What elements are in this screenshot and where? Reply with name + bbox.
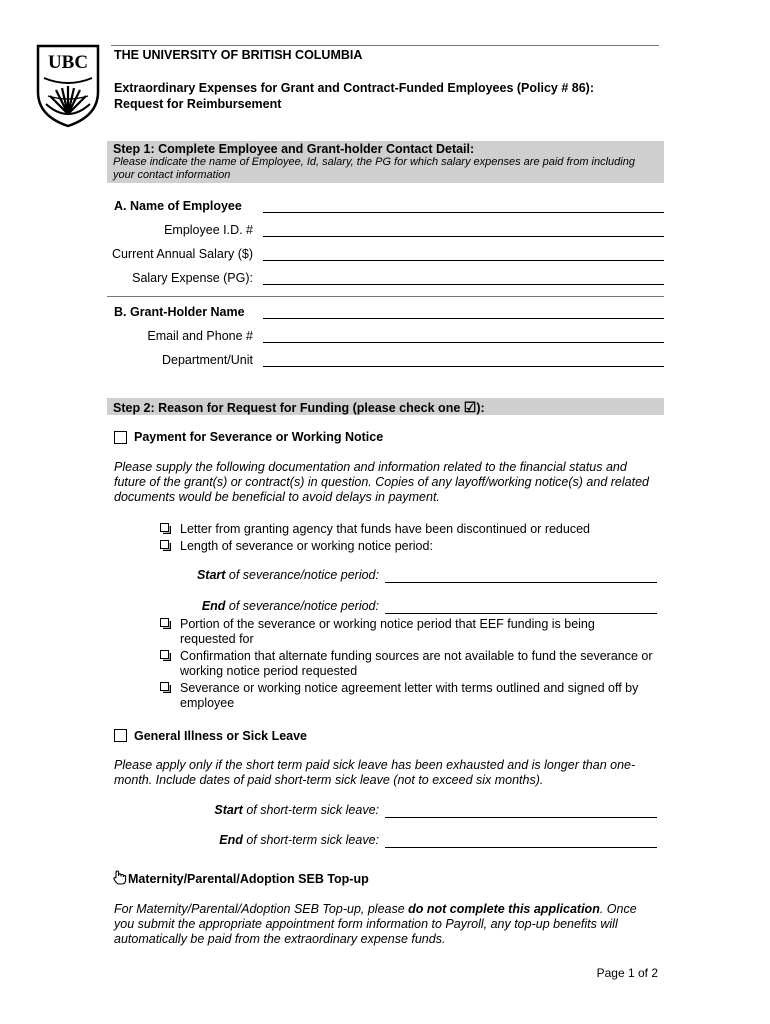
maternity-option-label: Maternity/Parental/Adoption SEB Top-up (128, 872, 369, 886)
sick-leave-instructions-line2: month. Include dates of paid short-term sick leave (not to exceed six months). (114, 773, 544, 787)
sick-leave-instructions-line1: Please apply only if the short term paid sick leave has been exhausted and is longer than one- (114, 758, 636, 772)
doc-item-agreement-line2: employee (180, 696, 235, 710)
sick-end-label (219, 833, 379, 847)
grant-holder-field[interactable] (263, 318, 664, 319)
box-bullet-icon (160, 682, 171, 693)
form-title-line2: Request for Reimbursement (114, 97, 282, 111)
doc-item-portion-line2: requested for (180, 632, 254, 646)
step1-note-line2: your contact information (113, 169, 231, 181)
svg-text:UBC: UBC (47, 52, 89, 73)
department-label: Department/Unit (161, 353, 253, 367)
sick-start-label (214, 803, 379, 817)
employee-id-field[interactable] (263, 236, 664, 237)
step1-banner (107, 141, 664, 183)
severance-instructions-line3: documents would be beneficial to avoid delays in payment. (114, 490, 440, 504)
salary-field[interactable] (263, 260, 664, 261)
sick-leave-instructions (114, 758, 664, 788)
employee-name-label: A. Name of Employee (114, 199, 242, 213)
severance-start-field[interactable] (385, 582, 657, 583)
hand-point-icon (113, 870, 127, 885)
sick-start-text: of short-term sick leave: (242, 803, 379, 817)
maternity-text-bold: do not complete this application (408, 902, 600, 916)
department-field[interactable] (263, 366, 664, 367)
severance-end-bold: End (201, 599, 226, 613)
box-bullet-icon (160, 523, 171, 534)
section-divider (107, 296, 664, 297)
severance-end-text: of severance/notice period: (225, 599, 379, 613)
employee-name-field[interactable] (263, 212, 664, 213)
maternity-instructions-line3: automatically be paid from the extraordinary expense funds. (114, 932, 446, 946)
severance-start-bold: Start (196, 568, 226, 582)
sick-start-bold: Start (214, 803, 243, 817)
severance-checkbox[interactable] (114, 431, 127, 444)
box-bullet-icon (160, 650, 171, 661)
severance-instructions (114, 460, 664, 505)
employee-id-label: Employee I.D. # (164, 223, 253, 237)
step1-note (113, 156, 661, 182)
sick-end-field[interactable] (385, 847, 657, 848)
step2-heading-text: Step 2: Reason for Request for Funding (please check one (113, 401, 464, 415)
sick-leave-checkbox[interactable] (114, 729, 127, 742)
header-rule (111, 45, 659, 46)
doc-item-length: Length of severance or working notice period: (180, 539, 433, 553)
ubc-crest-logo (36, 44, 100, 128)
email-phone-field[interactable] (263, 342, 664, 343)
step2-heading-suffix: ): (476, 401, 485, 415)
severance-instructions-line2: future of the grant(s) or contract(s) in question. Copies of any layoff/working notice(s) and related (114, 475, 649, 489)
doc-item-confirmation-line1: Confirmation that alternate funding sources are not available to fund the severance or (180, 649, 653, 663)
page-number: Page 1 of 2 (596, 966, 658, 980)
maternity-instructions (114, 902, 664, 947)
salary-expense-field[interactable] (263, 284, 664, 285)
doc-item-portion (180, 617, 660, 647)
maternity-text-prefix: For Maternity/Parental/Adoption SEB Top-up, please (114, 902, 409, 916)
sick-start-field[interactable] (385, 817, 657, 818)
box-bullet-icon (160, 540, 171, 551)
severance-option-label: Payment for Severance or Working Notice (134, 430, 384, 444)
step2-heading (113, 399, 485, 416)
sick-end-text: of short-term sick leave: (242, 833, 379, 847)
doc-item-agreement-line1: Severance or working notice agreement letter with terms outlined and signed off by (180, 681, 639, 695)
severance-end-field[interactable] (385, 613, 657, 614)
doc-item-letter: Letter from granting agency that funds have been discontinued or reduced (180, 522, 590, 536)
doc-item-confirmation-line2: working notice period requested (180, 664, 358, 678)
box-bullet-icon (160, 618, 171, 629)
severance-start-label (197, 568, 379, 582)
doc-item-agreement (180, 681, 660, 711)
step1-heading: Step 1: Complete Employee and Grant-holder Contact Detail: (113, 142, 475, 156)
doc-item-confirmation (180, 649, 660, 679)
sick-end-bold: End (219, 833, 243, 847)
salary-expense-label: Salary Expense (PG): (132, 271, 253, 285)
maternity-instructions-line2: you submit the appropriate appointment form information to Payroll, any top-up benefits will (114, 917, 618, 931)
maternity-text-suffix: . Once (599, 902, 637, 916)
severance-instructions-line1: Please supply the following documentation and information related to the financial status and (114, 460, 627, 474)
severance-end-label (202, 599, 379, 613)
form-title-line1: Extraordinary Expenses for Grant and Contract-Funded Employees (Policy # 86): (114, 81, 594, 95)
doc-item-portion-line1: Portion of the severance or working notice period that EEF funding is being (180, 617, 595, 631)
grant-holder-label: B. Grant-Holder Name (114, 305, 245, 319)
email-phone-label: Email and Phone # (147, 329, 253, 343)
form-title (114, 80, 594, 112)
checked-box-icon: ☑ (463, 399, 477, 415)
sick-leave-option-label: General Illness or Sick Leave (134, 729, 308, 743)
step1-note-line1: Please indicate the name of Employee, Id, salary, the PG for which salary expenses are paid from including (113, 156, 635, 168)
step2-banner (107, 398, 664, 415)
university-name: THE UNIVERSITY OF BRITISH COLUMBIA (114, 48, 363, 62)
salary-label: Current Annual Salary ($) (111, 247, 253, 261)
maternity-instructions-line1 (114, 902, 664, 917)
severance-start-text: of severance/notice period: (225, 568, 379, 582)
